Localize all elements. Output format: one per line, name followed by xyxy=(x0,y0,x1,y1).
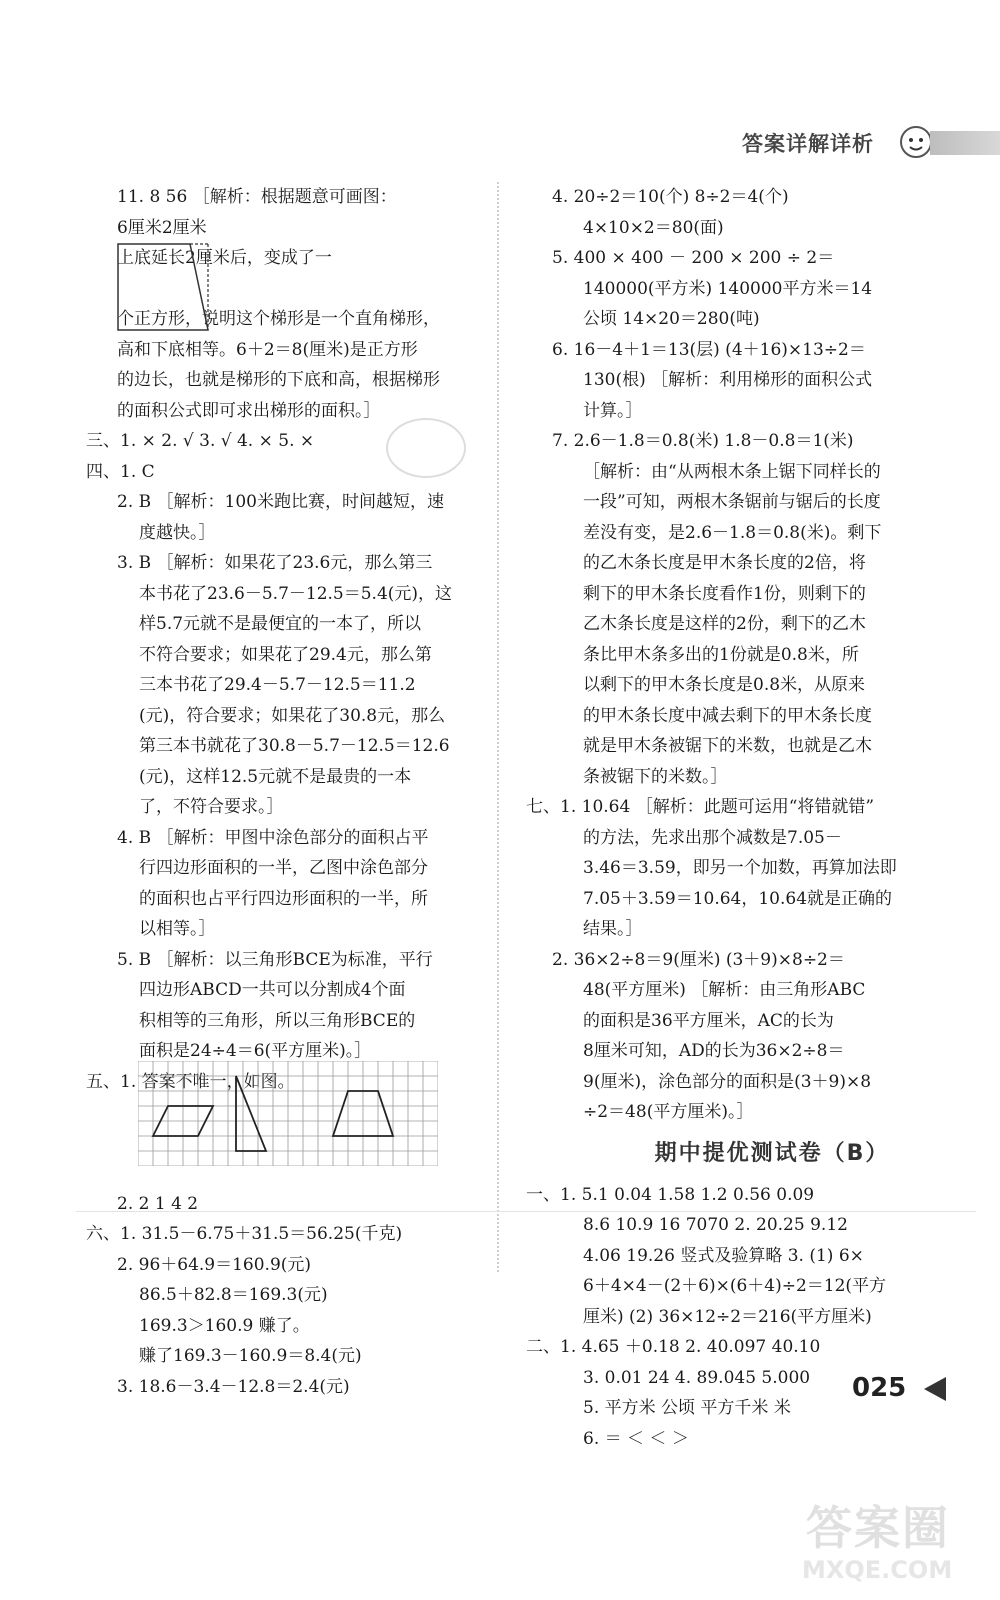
answer-line: 5. 平方米 公顷 平方千米 米 xyxy=(583,1398,791,1418)
answer-line: 七、1. 10.64 ［解析：此题可运用“将错就错” xyxy=(526,797,875,817)
answer-line: 五、1. 答案不唯一，如图。 xyxy=(86,1071,295,1092)
answer-line: 以剩下的甲木条长度是0.8米，从原来 xyxy=(583,675,866,695)
answer-line: 了，不符合要求。］ xyxy=(139,797,284,817)
answer-line: 四边形ABCD一共可以分割成4个面 xyxy=(139,980,406,1000)
answer-line: 计算。］ xyxy=(583,400,643,421)
answer-line: 六、1. 31.5－6.75＋31.5＝56.25(千克) xyxy=(86,1224,403,1244)
answer-line: 积相等的三角形，所以三角形BCE的 xyxy=(139,1010,416,1031)
answer-line: 面积是24÷4＝6(平方厘米)。］ xyxy=(139,1041,372,1061)
answer-line: 的甲木条长度中减去剩下的甲木条长度 xyxy=(583,705,872,726)
answer-line: 130(根) ［解析：利用梯形的面积公式 xyxy=(583,370,873,390)
header-decor-bar xyxy=(930,131,1000,155)
answer-line: 86.5＋82.8＝169.3(元) xyxy=(139,1285,328,1305)
answer-line: ÷2＝48(平方厘米)。］ xyxy=(583,1102,754,1122)
answer-line: 8厘米可知，AD的长为36×2÷8＝ xyxy=(583,1041,845,1061)
answer-line: 样5.7元就不是最便宜的一本了，所以 xyxy=(139,614,422,634)
answer-line: ［解析：由“从两根木条上锯下同样长的 xyxy=(583,461,881,482)
answer-line: (元)，符合要求；如果花了30.8元，那么 xyxy=(139,705,446,726)
answer-line: 2. B ［解析：100米跑比赛，时间越短，速 xyxy=(117,492,444,512)
answer-line: 度越快。］ xyxy=(139,522,216,543)
answer-line: 一段”可知，两根木条锯前与锯后的长度 xyxy=(583,492,881,512)
left-column xyxy=(86,182,486,1402)
grid-figure xyxy=(138,1061,438,1166)
answer-line: 不符合要求；如果花了29.4元，那么第 xyxy=(139,644,432,665)
answer-line: 3. B ［解析：如果花了23.6元，那么第三 xyxy=(117,553,433,573)
answer-line: 48(平方厘米) ［解析：由三角形ABC xyxy=(583,980,866,1000)
right-column xyxy=(526,182,942,1454)
answer-line: 9(厘米)，涂色部分的面积是(3＋9)×8 xyxy=(583,1071,872,1092)
answer-line: 6. 16－4＋1＝13(层) (4＋16)×13÷2＝ xyxy=(552,339,866,360)
answer-line: 四、1. C xyxy=(86,461,155,482)
answer-line: 的面积是36平方厘米，AC的长为 xyxy=(583,1010,834,1031)
answer-line: 3.46＝3.59，即另一个加数，再算加法即 xyxy=(583,858,897,878)
answer-line: (元)，这样12.5元就不是最贵的一本 xyxy=(139,766,412,787)
answer-line: 公顷 14×20＝280(吨) xyxy=(583,309,760,329)
answer-line: 140000(平方米) 140000平方米＝14 xyxy=(583,278,873,299)
answer-line: 4. B ［解析：甲图中涂色部分的面积占平 xyxy=(117,827,429,848)
answer-line: 以相等。］ xyxy=(139,919,216,939)
answer-line: 差没有变，是2.6－1.8＝0.8(米)。剩下 xyxy=(583,522,882,543)
answer-line: 赚了169.3－160.9＝8.4(元) xyxy=(139,1346,362,1366)
page-arrow-icon xyxy=(920,1374,948,1404)
answer-line: 条比甲木条多出的1份就是0.8米，所 xyxy=(583,644,859,665)
answer-line: 6厘米2厘米 xyxy=(117,217,207,238)
answer-line: 2. 96＋64.9＝160.9(元) xyxy=(117,1254,312,1275)
answer-line: 的面积公式即可求出梯形的面积。］ xyxy=(117,400,381,421)
footer-logo-mark: 答案圈 xyxy=(806,1501,950,1555)
answer-line: 5. B ［解析：以三角形BCE为标准，平行 xyxy=(117,949,433,970)
answer-line: 11. 8 56 ［解析：根据题意可画图： xyxy=(117,187,397,207)
answer-line: 一、1. 5.1 0.04 1.58 1.2 0.56 0.09 xyxy=(526,1184,815,1205)
answer-line: 2. 36×2÷8＝9(厘米) (3＋9)×8÷2＝ xyxy=(552,949,845,970)
answer-line: 二、1. 4.65 ＋0.18 2. 40.097 40.10 xyxy=(526,1337,821,1357)
faded-stamp xyxy=(386,418,466,478)
answer-line: 的面积也占平行四边形面积的一半，所 xyxy=(139,888,428,909)
answer-line: 4×10×2＝80(面) xyxy=(583,217,724,238)
answer-line: 就是甲木条被锯下的米数，也就是乙木 xyxy=(583,736,872,756)
answer-line: 3. 18.6－3.4－12.8＝2.4(元) xyxy=(117,1376,350,1397)
answer-line: 的边长，也就是梯形的下底和高，根据梯形 xyxy=(117,370,440,390)
answer-line: 高和下底相等。6＋2＝8(厘米)是正方形 xyxy=(117,339,418,360)
answer-line: 的乙木条长度是甲木条长度的2倍，将 xyxy=(583,553,866,573)
fold-line xyxy=(76,1211,976,1212)
answer-line: 剩下的甲木条长度看作1份，则剩下的 xyxy=(583,583,866,604)
trapezoid-figure xyxy=(114,236,214,336)
mascot-icon xyxy=(898,124,934,160)
answer-line: 6＋4×4－(2＋6)×(6＋4)÷2＝12(平方 xyxy=(583,1276,887,1296)
answer-line: 2. 2 1 4 2 xyxy=(117,1193,199,1214)
triangle-shape xyxy=(236,1076,266,1151)
answer-line: 4.06 19.26 竖式及验算略 3. (1) 6× xyxy=(583,1245,864,1266)
answer-line: 7. 2.6－1.8＝0.8(米) 1.8－0.8＝1(米) xyxy=(552,431,854,451)
answer-line: 4. 20÷2＝10(个) 8÷2＝4(个) xyxy=(552,187,789,207)
answer-line: 行四边形面积的一半，乙图中涂色部分 xyxy=(139,858,428,878)
answer-line: 169.3＞160.9 赚了。 xyxy=(139,1315,310,1336)
answer-line: 8.6 10.9 16 7070 2. 20.25 9.12 xyxy=(583,1215,848,1235)
answer-line: 结果。］ xyxy=(583,919,643,939)
answer-line: 7.05＋3.59＝10.64，10.64就是正确的 xyxy=(583,888,893,909)
answer-line: 上底延长2厘米后，变成了一 xyxy=(117,248,332,268)
answer-line: 6. ＝ ＜ ＜ ＞ xyxy=(583,1428,689,1449)
answer-line: 本书花了23.6－5.7－12.5＝5.4(元)，这 xyxy=(139,583,453,604)
page-number: 025 xyxy=(852,1373,907,1403)
answer-line: 第三本书就花了30.8－5.7－12.5＝12.6 xyxy=(139,736,450,756)
section-title: 期中提优测试卷（B） xyxy=(654,1140,890,1166)
page-header-title: 答案详解详析 xyxy=(742,132,874,156)
answer-line: 乙木条长度是这样的2份，剩下的乙木 xyxy=(583,614,866,634)
answer-line: 个正方形，说明这个梯形是一个直角梯形， xyxy=(117,309,440,329)
answer-line: 5. 400 × 400 － 200 × 200 ÷ 2＝ xyxy=(552,248,835,268)
answer-line: 厘米) (2) 36×12÷2＝216(平方厘米) xyxy=(583,1306,872,1327)
footer-url: MXQE.COM xyxy=(802,1556,953,1584)
answer-line: 三、1. × 2. √ 3. √ 4. × 5. × xyxy=(86,431,315,451)
answer-line: 的方法，先求出那个减数是7.05－ xyxy=(583,827,842,848)
answer-line: 三本书花了29.4－5.7－12.5＝11.2 xyxy=(139,675,416,695)
answer-line: 条被锯下的米数。］ xyxy=(583,766,728,787)
answer-line: 3. 0.01 24 4. 89.045 5.000 xyxy=(583,1367,811,1388)
column-divider xyxy=(497,182,499,1272)
